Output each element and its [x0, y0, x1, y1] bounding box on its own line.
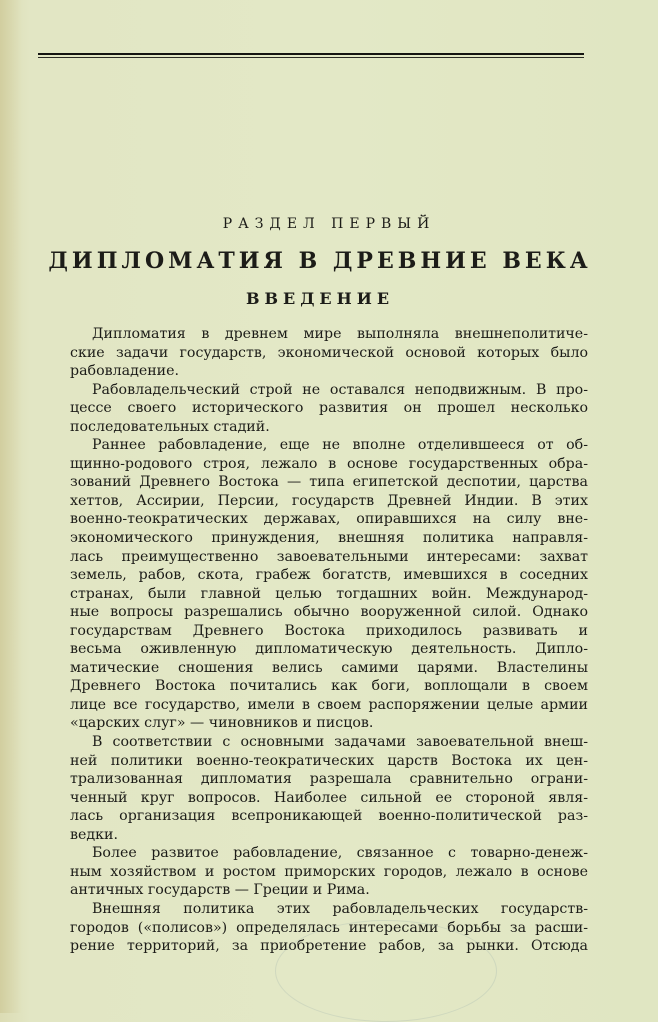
text-line: Внешняя политика этих рабовладельческих государств- — [92, 900, 588, 917]
body-text — [48, 325, 588, 956]
text-line: государствам Древнего Востока приходилось развивать и — [70, 622, 588, 639]
text-line: матические сношения велись самими царями. Властелины — [70, 659, 588, 676]
text-line: лась преимущественно завоевательными интересами: захват — [70, 548, 588, 565]
text-line: ней политики военно-теократических царств Востока их цен- — [70, 752, 588, 769]
text-line: «царских слуг» — чиновников и писцов. — [70, 715, 374, 732]
paragraph — [48, 325, 588, 381]
rule-thin — [38, 57, 584, 58]
text-line: земель, рабов, скота, грабеж богатств, имевшихся в соседних — [70, 567, 588, 584]
text-line: хеттов, Ассирии, Персии, государств Древней Индии. В этих — [70, 492, 588, 509]
text-line: ным хозяйством и ростом приморских городов, лежало в основе — [70, 863, 588, 880]
text-line: Дипломатия в древнем мире выполняла внешнеполитиче- — [92, 326, 588, 342]
text-line: городов («полисов») определялась интересами борьбы за расши- — [70, 919, 588, 936]
text-line: странах, были главной целью тогдашних войн. Международ- — [70, 585, 588, 602]
text-line: В соответствии с основными задачами завоевательной внеш- — [92, 734, 588, 751]
text-line: цессе своего исторического развития он прошел несколько — [70, 400, 588, 417]
text-line: лась организация всепроникающей военно-политической раз- — [70, 808, 588, 825]
text-line: ченный круг вопросов. Наиболее сильной ее стороной явля- — [70, 789, 588, 806]
paragraph — [48, 436, 588, 733]
faint-library-stamp — [275, 920, 497, 1022]
text-line: экономического принуждения, внешняя политика направля- — [70, 530, 588, 547]
text-line: ские задачи государств, экономической основой которых было — [70, 344, 588, 361]
text-line: Более развитое рабовладение, связанное с товарно-денеж- — [92, 845, 588, 862]
text-line: лице все государство, имели в своем распоряжении целые армии — [70, 696, 588, 713]
section-label: РАЗДЕЛ ПЕРВЫЙ — [222, 216, 436, 232]
paragraph — [48, 733, 588, 844]
text-line: зований Древнего Востока — типа египетской деспотии, царства — [70, 474, 588, 491]
paragraph — [48, 381, 588, 437]
part-title: ДИПЛОМАТИЯ В ДРЕВНИЕ ВЕКА — [48, 248, 592, 274]
header-double-rule — [38, 53, 584, 59]
text-line: весьма оживленную дипломатическую деятельность. Дипло- — [70, 641, 588, 658]
text-line: ведки. — [70, 826, 118, 843]
text-line: античных государств — Греции и Рима. — [70, 882, 370, 899]
page-spine-shadow — [0, 0, 22, 1013]
rule-thick — [38, 53, 584, 55]
text-line: щинно-родового строя, лежало в основе государственных обра- — [70, 455, 588, 472]
text-line: рабовладение. — [70, 363, 180, 380]
text-line: Раннее рабовладение, еще не вполне отделившееся от об- — [92, 437, 588, 454]
text-line: Рабовладельческий строй не оставался неподвижным. В про- — [92, 381, 588, 398]
text-line: трализованная дипломатия разрешала сравнительно ограни- — [70, 771, 588, 788]
text-line: военно-теократических державах, опиравшихся на силу вне- — [70, 511, 588, 528]
text-line: рение территорий, за приобретение рабов, за рынки. Отсюда — [70, 938, 588, 955]
chapter-title: ВВЕДЕНИЕ — [245, 289, 395, 308]
text-line: последовательных стадий. — [70, 418, 270, 435]
text-line: ные вопросы разрешались обычно вооруженной силой. Однако — [70, 604, 588, 621]
text-line: Древнего Востока почитались как боги, воплощали в своем — [70, 678, 588, 695]
paragraph — [48, 844, 588, 900]
